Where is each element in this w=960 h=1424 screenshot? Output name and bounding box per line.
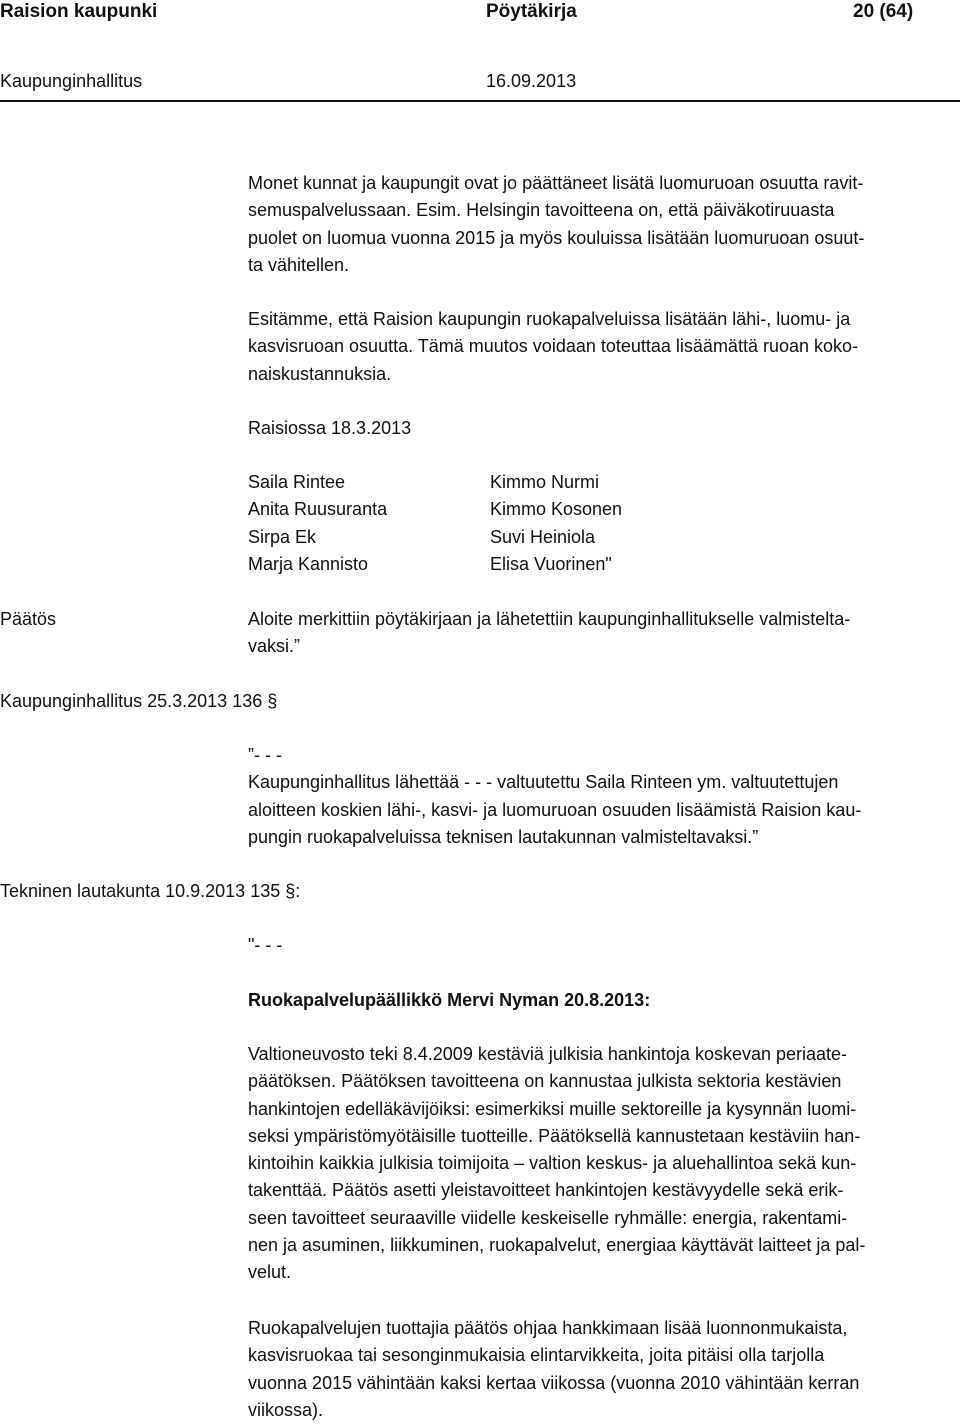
signatory-name: Saila Rintee [248, 472, 346, 492]
tl-subheading [248, 987, 650, 1014]
text-line: semuspalvelussaan. Esim. Helsingin tavoitteena on, että päiväkotiruuasta [248, 200, 835, 221]
signatory-name: Elisa Vuorinen" [490, 553, 612, 574]
header-page-number: 20 (64) [853, 1, 914, 22]
text-line: naiskustannuksia. [248, 363, 392, 384]
signatories-right [490, 469, 622, 578]
text-line: Ruokapalvelujen tuottajia päätös ohjaa hankkimaan lisää luonnonmukaista, [248, 1318, 848, 1338]
kh-heading: Kaupunginhallitus 25.3.2013 136 § [0, 691, 278, 711]
text-line: ta vähitellen. [248, 254, 350, 275]
text-line: seen tavoitteet seuraaville viidelle keskeiselle ryhmälle: energia, rakentami- [248, 1207, 848, 1228]
text-line: kasvisruoan osuutta. Tämä muutos voidaan toteuttaa lisäämättä ruoan koko- [248, 336, 859, 357]
text-line: Kaupunginhallitus lähettää - - - valtuutettu Saila Rinteen ym. valtuutettujen [248, 772, 839, 793]
decision-label: Päätös [0, 609, 57, 629]
quote-dash: ”- - - [248, 745, 282, 765]
text-line: kintoihin kaikkia julkisia toimijoita – valtion keskus- ja aluehallintoa sekä kun- [248, 1153, 857, 1174]
signatory-name: Suvi Heiniola [490, 526, 596, 547]
text-line: hankintojen edelläkävijöiksi: esimerkiksi muille sektoreille ja kysynnän luomi- [248, 1098, 857, 1119]
text-line: Esitämme, että Raision kaupungin ruokapalveluissa lisätään lähi-, luomu- ja [248, 309, 851, 329]
proposal-paragraph [248, 306, 858, 388]
kh-quote [248, 742, 861, 851]
intro-paragraph [248, 170, 864, 279]
signatory-name: Marja Kannisto [248, 553, 369, 574]
text-line: vaksi.” [248, 636, 301, 657]
tl-heading: Tekninen lautakunta 10.9.2013 135 §: [0, 881, 301, 901]
text-line: puolet on luomua vuonna 2015 ja myös kouluissa lisätään luomuruoan osuut- [248, 227, 865, 248]
header-doc-type: Pöytäkirja [486, 1, 577, 22]
signatory-name: Kimmo Nurmi [490, 472, 600, 492]
text-line: aloitteen koskien lähi-, kasvi- ja luomuruoan osuuden lisäämistä Raision kau- [248, 799, 862, 820]
text-line: vuonna 2015 vähintään kaksi kertaa viikossa (vuonna 2010 vähintään kerran [248, 1372, 860, 1393]
text-line: Aloite merkittiin pöytäkirjaan ja lähetettiin kaupunginhallitukselle valmisteltа- [248, 609, 851, 629]
quote-dash: "- - - [248, 935, 283, 955]
place-date-text: Raisiossa 18.3.2013 [248, 418, 412, 438]
text-line: pungin ruokapalveluissa teknisen lautakunnan valmisteltavaksi.” [248, 826, 759, 847]
text-line: nen ja asuminen, liikkuminen, ruokapalvelut, energiaa käyttävät laitteet ja pal- [248, 1235, 866, 1256]
text-line: viikossa). [248, 1399, 324, 1420]
header-date: 16.09.2013 [486, 71, 577, 91]
signatory-name: Anita Ruusuranta [248, 499, 388, 520]
tl-paragraph-2 [248, 1315, 859, 1424]
text-line: Monet kunnat ja kaupungit ovat jo päättäneet lisätä luomuruoan osuutta ravit- [248, 173, 864, 193]
text-line: seksi ympäristömyötäisille tuotteille. Päätöksellä kannustetaan kestäviin han- [248, 1125, 861, 1146]
header-org: Raision kaupunki [0, 1, 158, 22]
text-line: velut. [248, 1262, 292, 1283]
header-body: Kaupunginhallitus [0, 71, 143, 91]
text-line: kasvisruokaa tai sesonginmukaisia elintarvikkeita, joita pitäisi olla tarjolla [248, 1345, 825, 1366]
signatory-name: Sirpa Ek [248, 526, 317, 547]
signatories-left [248, 469, 387, 578]
header-rule [0, 100, 960, 102]
signatory-name: Kimmo Kosonen [490, 499, 623, 520]
text-line: päätöksen. Päätöksen tavoitteena on kannustaa julkista sektoria kestävien [248, 1071, 842, 1092]
tl-quote-dash [248, 932, 282, 959]
decision-paragraph [248, 606, 850, 661]
text-line: takenttää. Päätös asetti yleistavoitteet hankintojen kestävyydelle sekä erik- [248, 1180, 844, 1201]
text-line: Valtioneuvosto teki 8.4.2009 kestäviä julkisia hankintoja koskevan periaate- [248, 1044, 848, 1064]
tl-paragraph-1 [248, 1041, 865, 1287]
subheading-text: Ruokapalvelupäällikkö Mervi Nyman 20.8.2013: [248, 990, 651, 1010]
place-date [248, 415, 411, 442]
